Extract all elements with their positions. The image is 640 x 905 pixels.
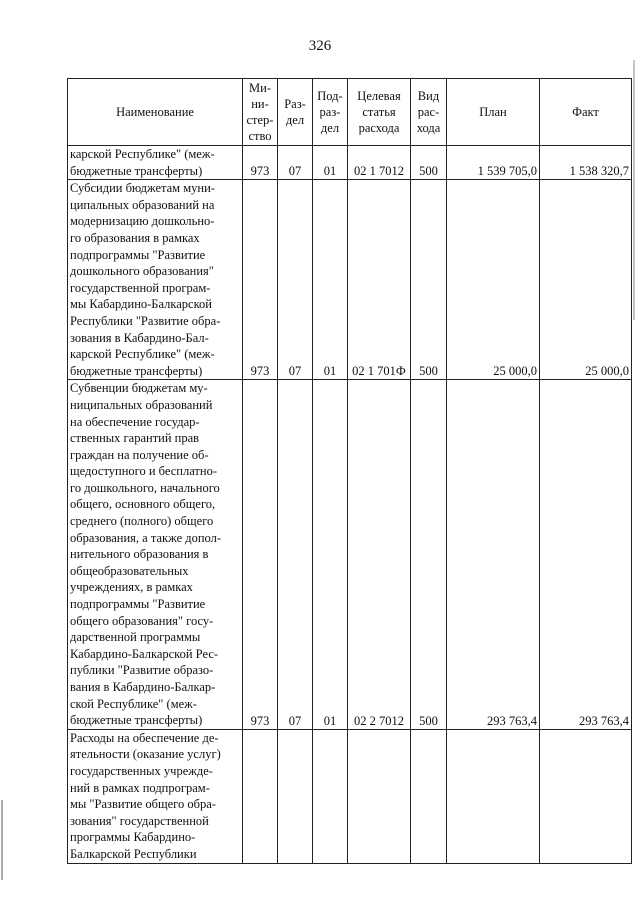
header-section: Раз- дел: [278, 79, 313, 146]
row-name: Расходы на обеспечение де- ятельности (оказание услуг) государственных учрежде- ний в рамках подпрограм- мы "Развитие общего обра- зования" государственной программы Кабардино- Балкарской Республики: [68, 729, 243, 863]
header-type: Вид рас- хода: [411, 79, 447, 146]
row-target: 02 2 7012: [348, 380, 411, 729]
budget-table: [67, 78, 632, 864]
header-target: Целевая статья расхода: [348, 79, 411, 146]
row-section: [278, 729, 313, 863]
row-name: Субвенции бюджетам му- ниципальных образований на обеспечение государ- ственных гарантий прав граждан на получение об- щедоступного и бесплатно- го дошкольного, начального общего, основного общего, среднего (полного) общего образования, а также допол- нительного образования в общеобразовательных учреждениях, в рамках подпрограммы "Развитие общего образования" госу- дарственной программы Кабардино-Балкарской Рес- публики "Развитие образо- вания в Кабардино-Балкар- ской Республике" (меж- бюджетные трансферты): [68, 380, 243, 729]
row-section: 07: [278, 146, 313, 180]
row-fact: 25 000,0: [540, 180, 632, 380]
row-name: Субсидии бюджетам муни- ципальных образований на модернизацию дошкольно- го образования в рамках подпрограммы "Развитие дошкольного образования" государственной програм- мы Кабардино-Балкарской Республики "Развитие обра- зования в Кабардино-Бал- карской Республике" (меж- бюджетные трансферты): [68, 180, 243, 380]
row-fact: [540, 729, 632, 863]
header-row: [68, 79, 632, 146]
row-section: 07: [278, 380, 313, 729]
row-plan: 25 000,0: [447, 180, 540, 380]
table-row: [68, 146, 632, 180]
header-plan: План: [447, 79, 540, 146]
row-plan: 1 539 705,0: [447, 146, 540, 180]
row-ministry: [243, 729, 278, 863]
page-number: 326: [308, 38, 332, 54]
row-ministry: 973: [243, 146, 278, 180]
scan-edge-mark-left: [1, 800, 3, 880]
table-row: [68, 729, 632, 863]
header-fact: Факт: [540, 79, 632, 146]
row-type: 500: [411, 146, 447, 180]
row-subsection: 01: [313, 180, 348, 380]
row-name: карской Республике" (меж- бюджетные трансферты): [68, 146, 243, 180]
row-subsection: 01: [313, 146, 348, 180]
row-target: [348, 729, 411, 863]
header-ministry: Ми- ни- стер- ство: [243, 79, 278, 146]
row-section: 07: [278, 180, 313, 380]
scan-edge-mark-right: [633, 60, 635, 320]
row-fact: 293 763,4: [540, 380, 632, 729]
row-ministry: 973: [243, 380, 278, 729]
row-target: 02 1 7012: [348, 146, 411, 180]
row-type: [411, 729, 447, 863]
header-subsection: Под- раз- дел: [313, 79, 348, 146]
row-subsection: 01: [313, 380, 348, 729]
table-row: [68, 180, 632, 380]
row-plan: [447, 729, 540, 863]
row-type: 500: [411, 380, 447, 729]
row-target: 02 1 701Ф: [348, 180, 411, 380]
row-subsection: [313, 729, 348, 863]
row-ministry: 973: [243, 180, 278, 380]
table-row: [68, 380, 632, 729]
row-fact: 1 538 320,7: [540, 146, 632, 180]
row-type: 500: [411, 180, 447, 380]
row-plan: 293 763,4: [447, 380, 540, 729]
header-name: Наименование: [68, 79, 243, 146]
